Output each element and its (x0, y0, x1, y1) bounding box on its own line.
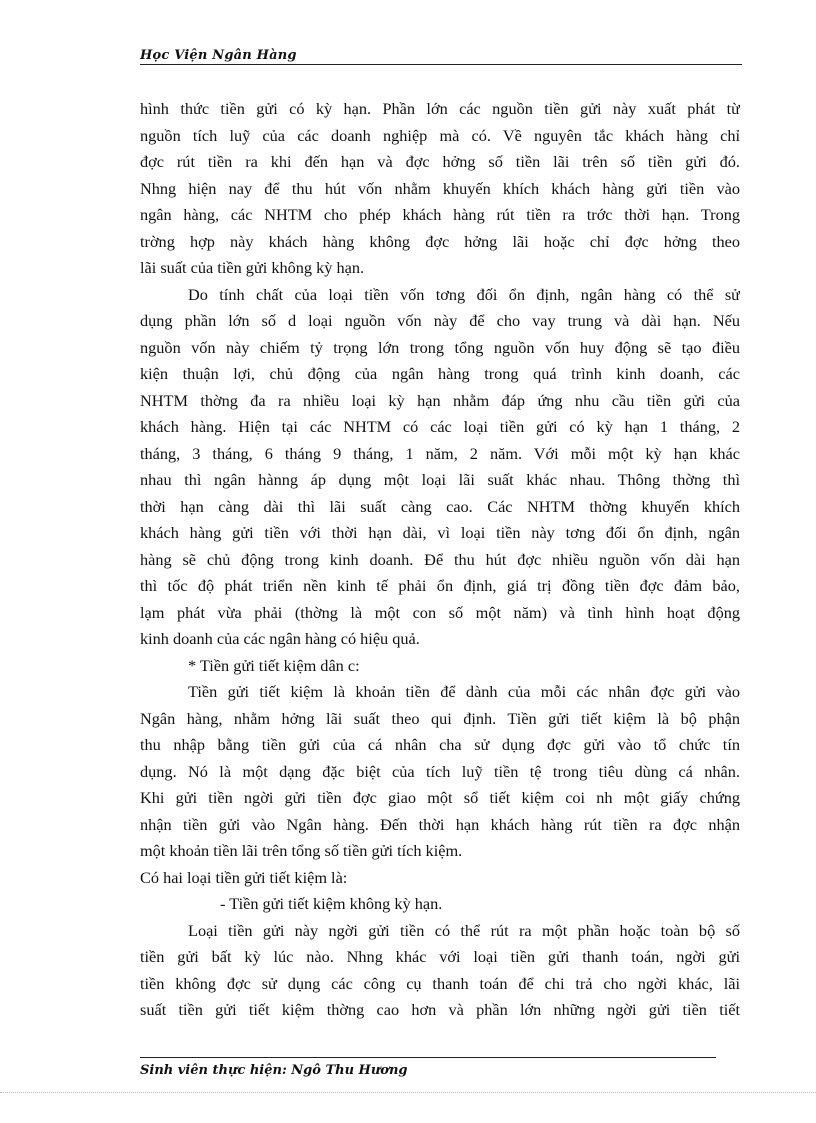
page-footer-title: Sinh viên thực hiện: Ngô Thu Hương (140, 1063, 408, 1078)
text-line: trờng hợp này khách hàng không đợc hởng lãi hoặc chỉ đợc hởng theo (140, 231, 740, 251)
text-line: hàng sẽ chủ động trong kinh doanh. Để thu hút đợc nhiều nguồn vốn dài hạn (140, 549, 740, 569)
text-line: hình thức tiền gửi có kỳ hạn. Phần lớn các nguồn tiền gửi này xuất phát từ (140, 99, 740, 118)
text-line: Do tính chất của loại tiền vốn tơng đối ổn định, ngân hàng có thể sử (188, 284, 740, 304)
text-line: nhận tiền gửi vào Ngân hàng. Đến thời hạn khách hàng rút tiền ra đợc nhận (140, 814, 740, 834)
text-line: đợc rút tiền ra khi đến hạn và đợc hởng số tiền lãi trên số tiền gửi đó. (140, 152, 740, 171)
text-line: Loại tiền gửi này ngời gửi tiền có thể rút ra một phần hoặc toàn bộ số (188, 920, 740, 940)
text-line: - Tiền gửi tiết kiệm không kỳ hạn. (220, 894, 443, 913)
text-line: lạm phát vừa phải (thờng là một con số một năm) và tình hình hoạt động (140, 602, 740, 622)
page-header-title: Học Viện Ngân Hàng (140, 48, 297, 63)
text-line: nguồn vốn này chiếm tỷ trọng lớn trong tổng nguồn vốn huy động sẽ tạo điều (140, 337, 740, 357)
text-line: nhau thì ngân hànng áp dụng một loại lãi suất khác nhau. Thông thờng thì (140, 470, 740, 489)
text-line: tiền gửi bất kỳ lúc nào. Nhng khác với loại tiền gửi thanh toán, ngời gửi (140, 947, 740, 966)
text-line: Ngân hàng, nhằm hởng lãi suất theo qui định. Tiền gửi tiết kiệm là bộ phận (140, 708, 740, 728)
text-line: khách hàng. Hiện tại các NHTM có các loại tiền gửi có kỳ hạn 1 tháng, 2 (140, 417, 740, 436)
document-body (140, 96, 740, 1024)
header-rule (140, 64, 742, 65)
text-line: Nhng hiện nay để thu hút vốn nhằm khuyến khích khách hàng gửi tiền vào (140, 178, 740, 198)
text-line: dụng. Nó là một dạng đặc biệt của tích luỹ tiền tệ trong tiêu dùng cá nhân. (140, 761, 740, 781)
text-line: dụng phần lớn số d loại nguồn vốn này để cho vay trung và dài hạn. Nếu (140, 311, 740, 330)
text-line: nguồn tích luỹ của các doanh nghiệp mà có. Về nguyên tắc khách hàng chỉ (140, 125, 740, 145)
text-line: thời hạn càng dài thì lãi suất càng cao. Các NHTM thờng khuyến khích (140, 496, 740, 516)
text-line: NHTM thờng đa ra nhiều loại kỳ hạn nhằm đáp ứng nhu cầu tiền gửi của (140, 390, 740, 410)
text-line: lãi suất của tiền gửi không kỳ hạn. (140, 258, 365, 277)
text-line: * Tiền gửi tiết kiệm dân c: (188, 655, 360, 675)
footer-rule (140, 1057, 716, 1058)
text-line: thu nhập bằng tiền gửi của cá nhân cha sử dụng đợc gửi vào tổ chức tín (140, 735, 740, 754)
text-line: Tiền gửi tiết kiệm là khoản tiền để dành của mỗi các nhân đợc gửi vào (188, 682, 740, 701)
text-line: khách hàng gửi tiền với thời hạn dài, vì loại tiền này tơng đối ổn định, ngân (140, 523, 740, 542)
text-line: kinh doanh của các ngân hàng có hiệu quả. (140, 629, 420, 648)
page-edge-divider (0, 1092, 816, 1093)
text-line: kiện thuận lợi, chủ động của ngân hàng trong quá trình kinh doanh, các (140, 364, 740, 383)
text-line: tháng, 3 tháng, 6 tháng 9 tháng, 1 năm, 2 năm. Với mỗi một kỳ hạn khác (140, 443, 740, 463)
text-line: thì tốc độ phát triển nền kinh tế phải ổn định, giá trị đồng tiền đợc đảm bảo, (140, 576, 740, 595)
text-line: một khoản tiền lãi trên tổng số tiền gửi tích kiệm. (140, 841, 463, 860)
text-line: ngân hàng, các NHTM cho phép khách hàng rút tiền ra trớc thời hạn. Trong (140, 205, 740, 224)
text-line: suất tiền gửi tiết kiệm thờng cao hơn và phần lớn những ngời gửi tiền tiết (140, 1000, 740, 1019)
text-line: tiền không đợc sử dụng các công cụ thanh toán để chi trả cho ngời khác, lãi (140, 973, 740, 993)
text-line: Có hai loại tiền gửi tiết kiệm là: (140, 867, 348, 887)
text-line: Khi gửi tiền ngời gửi tiền đợc giao một sổ tiết kiệm coi nh một giấy chứng (140, 788, 740, 807)
